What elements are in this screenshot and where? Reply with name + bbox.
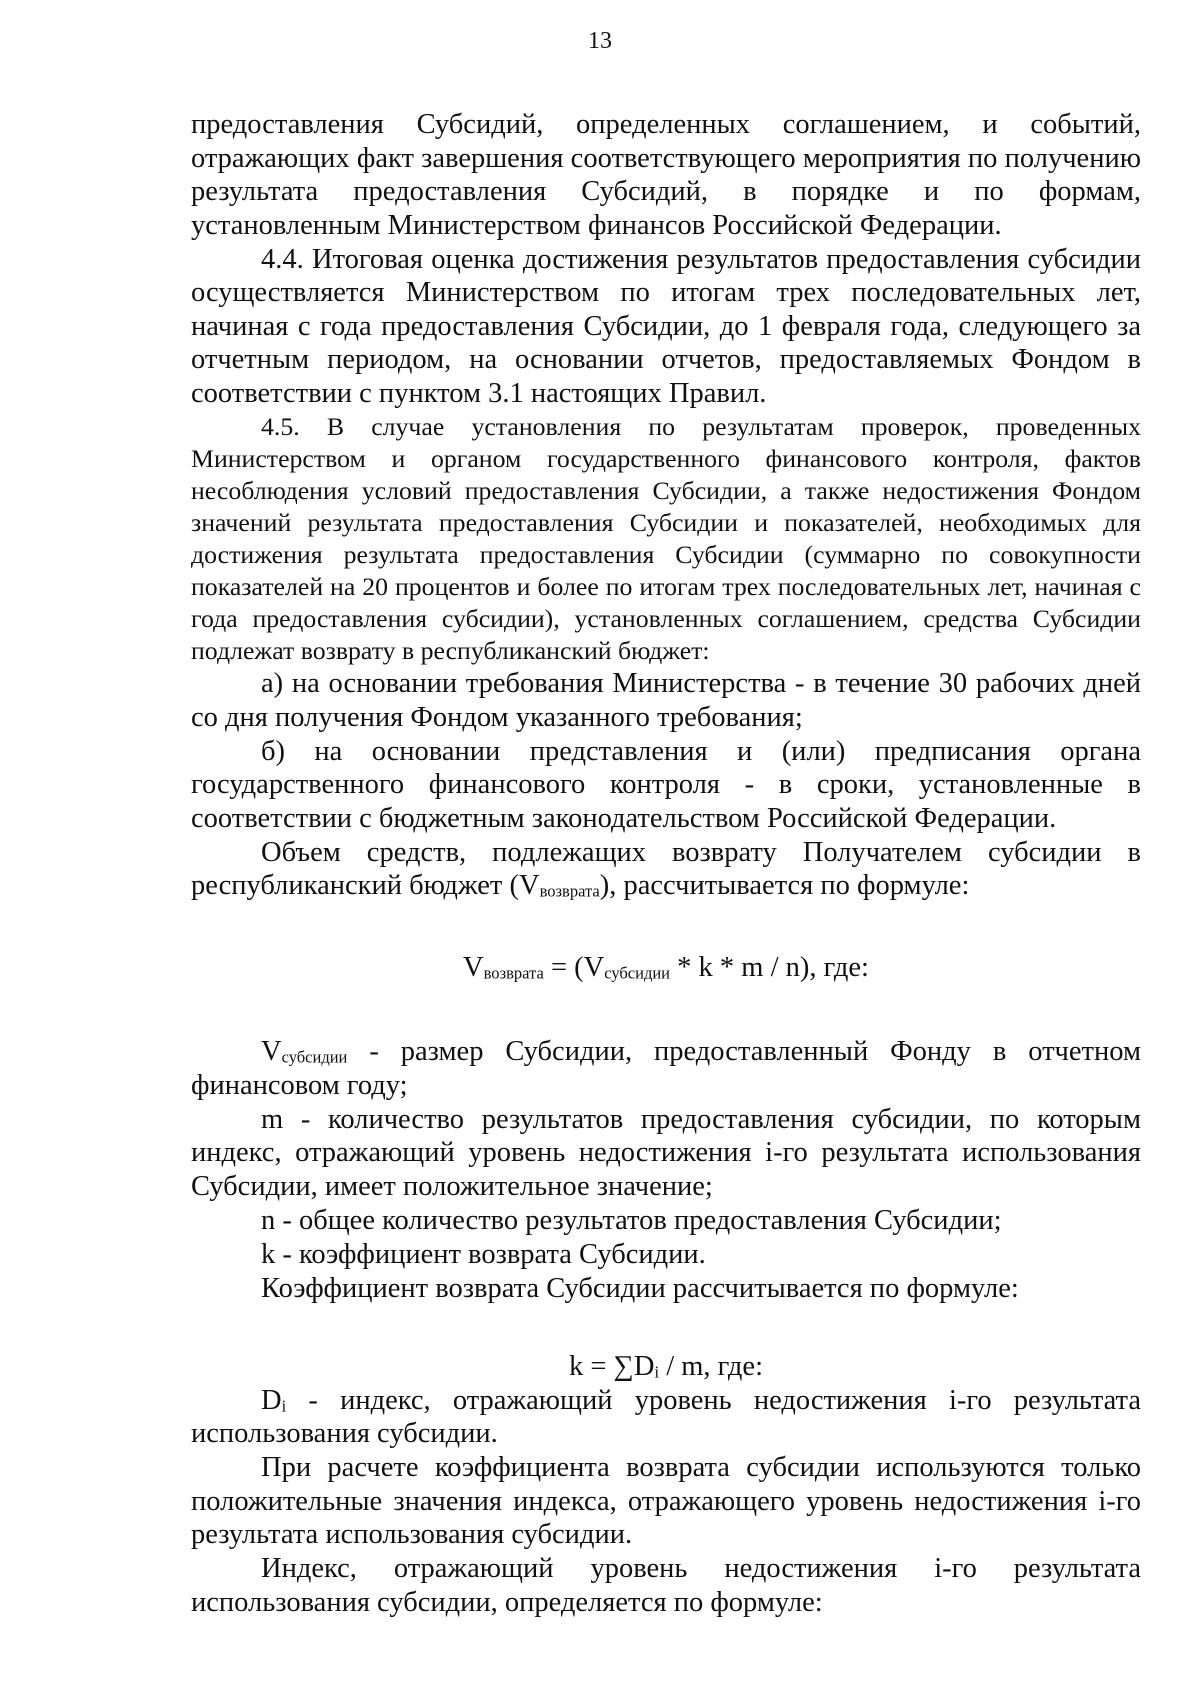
def-d-symbol: D — [261, 1384, 282, 1416]
formula1-rest: * k * m / n), где: — [670, 952, 869, 983]
def-v-symbol: V — [261, 1036, 282, 1067]
return-volume-subscript: возврата — [539, 881, 600, 901]
def-v-text: - размер Субсидии, предоставленный Фонду в отчетном финансовом году; — [191, 1036, 1141, 1101]
formula1-subscript-subsidy: субсидии — [604, 963, 671, 983]
def-v-subscript: субсидии — [281, 1047, 348, 1067]
def-d-text: - индекс, отражающий уровень недостижения i-го результата использования субсидии. — [191, 1384, 1141, 1449]
return-volume-text-end: ), рассчитывается по формуле: — [599, 870, 970, 901]
paragraph-item-b: б) на основании представления и (или) предписания органа государственного финансового контроля - в сроки, установленные в соответствии с бюджетным законодательством Российской Федерации. — [191, 735, 1141, 834]
paragraph-4-4: 4.4. Итоговая оценка достижения результатов предоставления субсидии осуществляется Министерством по итогам трех последовательных лет, начиная с года предоставления Субсидии, до 1 февраля года, следующего за отчетным периодом, на основании отчетов, предоставляемых Фондом в соответствии с пунктом 3.1 настоящих Правил. — [191, 243, 1141, 409]
definition-d — [191, 1384, 1141, 1452]
formula1-v: V — [463, 952, 484, 983]
definition-v-subsidy — [191, 1035, 1141, 1103]
formula-coefficient — [191, 1350, 1141, 1384]
paragraph-4-5: 4.5. В случае установления по результатам проверок, проведенных Министерством и органом государственного финансового контроля, фактов несоблюдения условий предоставления Субсидии, а также недостижения Фондом значений результата предоставления Субсидии и показателей, необходимых для достижения результата предоставления Субсидии (суммарно по совокупности показателей на 20 процентов и более по итогам трех последовательных лет, начиная с года предоставления субсидии), установленных соглашением, средства Субсидии подлежат возврату в республиканский бюджет: — [191, 411, 1141, 665]
definition-m: m - количество результатов предоставления субсидии, по которым индекс, отражающий уровень недостижения i-го результата использования Субсидии, имеет положительное значение; — [191, 1103, 1141, 1202]
formula-return-volume — [191, 951, 1141, 985]
formula1-mid: = (V — [543, 952, 605, 983]
paragraph-coefficient: Коэффициент возврата Субсидии рассчитывается по формуле: — [261, 1272, 1019, 1304]
def-d-subscript: i — [281, 1395, 287, 1415]
formula1-subscript-return: возврата — [483, 963, 544, 983]
formula2-post: / m, где: — [659, 1350, 763, 1382]
paragraph-return-volume — [191, 836, 1141, 904]
formula2-subscript: i — [654, 1361, 660, 1381]
definition-n: n - общее количество результатов предоставления Субсидии; — [261, 1204, 1002, 1236]
document-body — [191, 108, 1141, 1620]
return-volume-text-start: Объем средств, подлежащих возврату Получателем субсидии в республиканский бюджет (V — [191, 836, 1141, 901]
paragraph-calculation: При расчете коэффициента возврата субсидии используются только положительные значения индекса, отражающего уровень недостижения i-го результата использования субсидии. — [191, 1452, 1141, 1550]
paragraph-item-a: а) на основании требования Министерства - в течение 30 рабочих дней со дня получения Фондом указанного требования; — [191, 668, 1141, 733]
definition-k: k - коэффициент возврата Субсидии. — [261, 1238, 706, 1270]
page-number: 13 — [588, 28, 612, 54]
paragraph-index: Индекс, отражающий уровень недостижения i-го результата использования субсидии, определяется по формуле: — [191, 1553, 1141, 1618]
paragraph-continuation: предоставления Субсидий, определенных соглашением, и событий, отражающих факт завершения соответствующего мероприятия по получению результата предоставления Субсидий, в порядке и по формам, установленным Министерством финансов Российской Федерации. — [191, 109, 1141, 241]
formula2-pre: k = ∑D — [568, 1350, 655, 1382]
